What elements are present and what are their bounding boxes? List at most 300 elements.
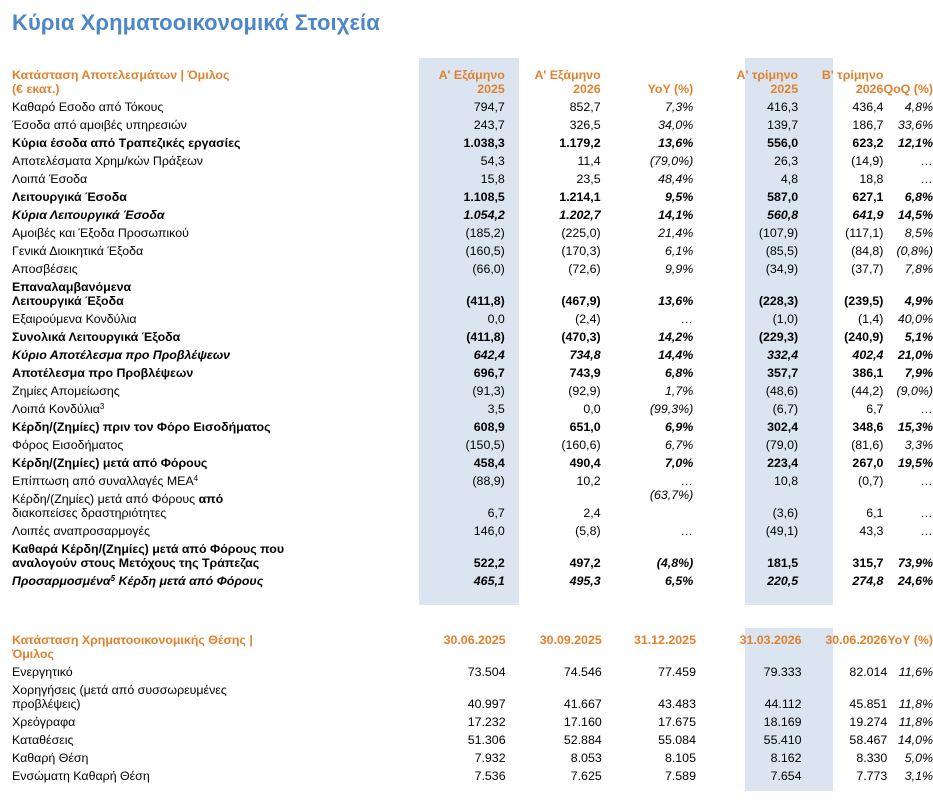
table-cell: 12,1% <box>897 136 933 150</box>
table-cell: 4,9% <box>904 294 933 308</box>
row-label <box>12 520 310 538</box>
table-cell: 9,5% <box>664 190 694 204</box>
row-label-text: Κύρια έσοδα από Τραπεζικές εργασίες <box>12 136 241 150</box>
table-cell: 34,0% <box>658 118 694 132</box>
table-row <box>12 276 933 308</box>
income-header-col <box>601 68 694 96</box>
table-cell: (160,5) <box>465 244 505 258</box>
table-cell: 146,0 <box>473 524 505 538</box>
row-label-line <box>12 402 310 416</box>
table-cell: 6,7 <box>487 506 505 520</box>
table-cell: 181,5 <box>767 556 799 570</box>
table-cell: (37,7) <box>851 262 884 276</box>
table-cell: 8.053 <box>570 751 602 765</box>
table-cell: 1,7% <box>664 384 694 398</box>
balance-header-col: YoY (%) <box>887 633 933 647</box>
table-cell: 139,7 <box>767 118 799 132</box>
table-cell: 79.333 <box>763 665 802 679</box>
table-row <box>12 679 933 711</box>
income-header-col-line2: YoY (%) <box>647 82 694 96</box>
income-header-col-line1: Α' τρίμηνο <box>736 68 799 82</box>
table-cell: (72,6) <box>568 262 601 276</box>
table-cell: (63,7%) <box>649 488 694 502</box>
table-cell: 21,4% <box>658 226 694 240</box>
table-cell: 1.054,2 <box>463 208 505 222</box>
table-cell: 5,1% <box>904 330 933 344</box>
table-cell: (49,1) <box>765 524 799 538</box>
row-label-text: Αποσβέσεις <box>12 262 78 276</box>
table-cell: 11,8% <box>898 697 933 711</box>
row-label-text: Καταθέσεις <box>12 733 74 747</box>
table-cell: 332,4 <box>767 348 799 362</box>
table-cell: 641,9 <box>852 208 884 222</box>
table-cell: 40.997 <box>467 697 506 711</box>
table-cell: 18,8 <box>859 172 884 186</box>
table-cell: 45.851 <box>849 697 888 711</box>
row-label-line <box>12 574 310 588</box>
table-cell: 77.459 <box>658 665 696 679</box>
table-cell: 436,4 <box>852 100 884 114</box>
row-label-bold: από <box>198 492 224 506</box>
row-label-text: Λοιπές αναπροσαρμογές <box>12 524 150 538</box>
table-cell: 44.112 <box>764 697 802 711</box>
table-cell: 14,4% <box>658 348 694 362</box>
table-cell: (81,6) <box>851 438 884 452</box>
table-cell: (240,9) <box>844 330 884 344</box>
table-cell: (85,5) <box>765 244 799 258</box>
row-label-text: Λοιπά Έσοδα <box>12 172 88 186</box>
row-label-line <box>12 118 310 132</box>
row-label-line2: προβλέψεις) <box>12 697 81 711</box>
income-header-col-line2: 2025 <box>770 82 799 96</box>
table-cell: 17.160 <box>563 715 602 729</box>
row-label-text: Καθαρά Κέρδη/(Ζημίες) μετά από Φόρους που <box>12 542 285 556</box>
table-cell: 73.504 <box>467 665 506 679</box>
row-label-text: Χρεόγραφα <box>12 715 76 729</box>
row-label <box>12 434 310 452</box>
table-cell: … <box>680 474 694 488</box>
row-label-text: Εξαιρούμενα Κονδύλια <box>12 312 137 326</box>
footnote-marker: 5 <box>110 574 116 583</box>
table-cell: 4,8% <box>904 100 933 114</box>
table-cell: (467,9) <box>561 294 601 308</box>
balance-header-row <box>12 633 933 661</box>
row-label <box>12 150 310 168</box>
table-cell: … <box>920 154 933 168</box>
row-label-text: Φόρος Εισοδήματος <box>12 438 124 452</box>
row-label-text: Λειτουργικά Έσοδα <box>12 190 127 204</box>
row-label-text: Επαναλαμβανόμενα <box>12 280 132 294</box>
row-label-line <box>12 280 310 294</box>
table-cell: 15,3% <box>897 420 933 434</box>
table-cell: 1.179,2 <box>559 136 601 150</box>
table-cell: (91,3) <box>472 384 505 398</box>
row-label-text: Αποτέλεσμα προ Προβλέψεων <box>12 366 194 380</box>
row-label <box>12 132 310 150</box>
table-cell: … <box>920 402 933 416</box>
table-row <box>12 538 933 570</box>
table-cell: 465,1 <box>473 574 505 588</box>
table-row <box>12 416 933 434</box>
row-label <box>12 186 310 204</box>
table-cell: 17.232 <box>467 715 506 729</box>
table-cell: 8.105 <box>664 751 696 765</box>
table-row <box>12 488 933 520</box>
balance-header-col: 30.06.2026 <box>825 633 888 647</box>
table-cell: 267,0 <box>852 456 884 470</box>
row-label-text: Κέρδη μετά από Φόρους <box>115 574 264 588</box>
table-cell: 11,6% <box>898 665 933 679</box>
table-cell: … <box>920 172 933 186</box>
table-cell: 490,4 <box>569 456 601 470</box>
table-cell: 23,5 <box>576 172 601 186</box>
table-cell: 52.884 <box>563 733 602 747</box>
table-cell: (9,0%) <box>896 384 933 398</box>
table-cell: (0,7) <box>857 474 884 488</box>
table-cell: 26,3 <box>773 154 799 168</box>
table-cell: (88,9) <box>472 474 505 488</box>
table-cell: 6,7 <box>866 402 884 416</box>
row-label <box>12 416 310 434</box>
table-row <box>12 150 933 168</box>
table-cell: 8.162 <box>770 751 802 765</box>
table-row <box>12 258 933 276</box>
table-cell: (99,3%) <box>649 402 694 416</box>
row-label <box>12 570 310 588</box>
table-row <box>12 96 933 114</box>
row-label-line <box>12 542 310 556</box>
table-cell: 497,2 <box>569 556 601 570</box>
row-label <box>12 222 310 240</box>
row-label-text: Κέρδη/(Ζημίες) πριν τον Φόρο Εισοδήματος <box>12 420 271 434</box>
table-cell: 7.625 <box>570 769 602 783</box>
table-cell: 19.274 <box>849 715 888 729</box>
table-cell: 6,1% <box>664 244 694 258</box>
table-cell: 19,5% <box>897 456 933 470</box>
balance-header-col: 31.03.2026 <box>739 633 802 647</box>
row-label-text: Κύριο Αποτέλεσμα προ Προβλέψεων <box>12 348 231 362</box>
row-label <box>12 204 310 222</box>
table-cell: (239,5) <box>844 294 884 308</box>
income-header-col-line2: 2025 <box>477 82 505 96</box>
table-cell: … <box>680 312 694 326</box>
row-label-text: Προσαρμοσμένα <box>12 574 111 588</box>
table-cell: 55.084 <box>658 733 696 747</box>
table-cell: (44,2) <box>851 384 884 398</box>
income-header-col <box>505 68 601 96</box>
table-cell: 223,4 <box>767 456 799 470</box>
table-cell: (411,8) <box>466 330 505 344</box>
table-cell: 315,7 <box>852 556 884 570</box>
table-cell: 6,9% <box>664 420 694 434</box>
income-header-col-line1: Β' τρίμηνο <box>821 68 884 82</box>
row-label <box>12 679 309 711</box>
table-cell: 14,5% <box>897 208 933 222</box>
table-cell: 6,8% <box>664 366 694 380</box>
financial-position-table <box>12 633 933 783</box>
table-cell: (1,0) <box>772 312 799 326</box>
table-cell: (470,3) <box>561 330 601 344</box>
table-cell: 386,1 <box>852 366 884 380</box>
table-cell: 302,4 <box>767 420 799 434</box>
table-cell: (185,2) <box>465 226 505 240</box>
table-cell: 51.306 <box>467 733 506 747</box>
income-header-col <box>883 68 933 96</box>
table-cell: 743,9 <box>569 366 601 380</box>
table-cell: (0,8%) <box>896 244 933 258</box>
table-cell: (34,9) <box>765 262 799 276</box>
table-row <box>12 326 933 344</box>
table-cell: 41.667 <box>563 697 602 711</box>
table-row <box>12 729 933 747</box>
table-cell: 326,5 <box>569 118 601 132</box>
table-row <box>12 308 933 326</box>
table-cell: (117,1) <box>845 226 884 240</box>
row-label <box>12 729 309 747</box>
table-row <box>12 398 933 416</box>
table-cell: 4,8 <box>780 172 799 186</box>
table-cell: 43,3 <box>859 524 884 538</box>
income-header-col-line2: 2026 <box>573 82 601 96</box>
row-label <box>12 362 310 380</box>
row-label-line <box>12 262 310 276</box>
table-cell: 55.410 <box>763 733 802 747</box>
table-cell: 560,8 <box>767 208 799 222</box>
row-label-line <box>12 366 310 380</box>
table-cell: 7.773 <box>856 769 888 783</box>
row-label <box>12 168 310 186</box>
income-statement-table <box>12 68 933 588</box>
table-cell: 14,0% <box>897 733 933 747</box>
table-row <box>12 520 933 538</box>
row-label-line <box>12 456 310 470</box>
balance-header-col: 30.09.2025 <box>539 633 602 647</box>
row-label <box>12 470 310 488</box>
balance-header-col: 31.12.2025 <box>633 633 696 647</box>
table-cell: 642,4 <box>473 348 505 362</box>
table-cell: (84,8) <box>851 244 884 258</box>
table-cell: (66,0) <box>472 262 505 276</box>
row-label <box>12 398 310 416</box>
income-header-col <box>403 68 504 96</box>
income-header-col-line2: QoQ (%) <box>883 82 933 96</box>
table-cell: (228,3) <box>758 294 799 308</box>
table-row <box>12 434 933 452</box>
table-cell: (1,4) <box>857 312 884 326</box>
table-row <box>12 570 933 588</box>
row-label-line <box>12 438 310 452</box>
table-cell: 556,0 <box>767 136 799 150</box>
table-row <box>12 132 933 150</box>
table-row <box>12 380 933 398</box>
row-label <box>12 452 310 470</box>
table-cell: 14,2% <box>658 330 694 344</box>
table-cell: 522,2 <box>473 556 505 570</box>
table-cell: 11,8% <box>898 715 933 729</box>
row-label-text: Κύρια Λειτουργικά Έσοδα <box>12 208 165 222</box>
row-label <box>12 765 309 783</box>
table-cell: 11,4 <box>577 154 601 168</box>
row-label <box>12 344 310 362</box>
table-cell: 608,9 <box>473 420 505 434</box>
table-row <box>12 168 933 186</box>
table-cell: 416,3 <box>767 100 799 114</box>
table-cell: 274,8 <box>852 574 884 588</box>
table-cell: 10,8 <box>773 474 799 488</box>
table-cell: 7,0% <box>664 456 694 470</box>
table-row <box>12 661 933 679</box>
row-label-text: Καθαρό Εσοδο από Τόκους <box>12 100 164 114</box>
table-cell: (4,8%) <box>656 556 694 570</box>
table-cell: 402,4 <box>852 348 884 362</box>
table-row <box>12 747 933 765</box>
income-header-row <box>12 68 933 96</box>
table-cell: 348,6 <box>852 420 884 434</box>
row-label-line <box>12 420 310 434</box>
table-cell: 2,4 <box>583 506 601 520</box>
table-cell: (5,8) <box>575 524 601 538</box>
table-cell: 3,5 <box>487 402 505 416</box>
table-cell: 5,0% <box>904 751 933 765</box>
table-cell: 852,7 <box>569 100 601 114</box>
table-cell: … <box>920 474 933 488</box>
row-label <box>12 240 310 258</box>
row-label <box>12 747 309 765</box>
table-cell: 243,7 <box>473 118 505 132</box>
table-cell: 58.467 <box>849 733 888 747</box>
row-label <box>12 308 310 326</box>
table-cell: 82.014 <box>849 665 888 679</box>
row-label-line2: διακοπείσες δραστηριότητες <box>12 506 167 520</box>
income-header-col-line1 <box>883 68 933 82</box>
table-cell: 651,0 <box>569 420 601 434</box>
table-cell: 74.546 <box>563 665 602 679</box>
income-header-col-line1 <box>601 68 694 82</box>
footnote-marker: 4 <box>193 474 199 483</box>
table-cell: 24,6% <box>897 574 933 588</box>
table-cell: (3,6) <box>772 506 799 520</box>
income-header-col-line1: Α' Εξάμηνο <box>534 68 601 82</box>
income-header-col-line1: Α' Εξάμηνο <box>438 68 505 82</box>
row-label-line <box>12 154 310 168</box>
income-header-col <box>798 68 883 96</box>
row-label-line <box>12 190 310 204</box>
table-cell: 7.654 <box>770 769 802 783</box>
row-label-text: Ζημίες Απομείωσης <box>12 384 120 398</box>
row-label-text: Έσοδα από αμοιβές υπηρεσιών <box>12 118 187 132</box>
table-cell: 734,8 <box>569 348 601 362</box>
table-cell: … <box>680 524 694 538</box>
table-cell: (92,9) <box>568 384 601 398</box>
table-cell: 186,7 <box>852 118 884 132</box>
table-cell: 1.108,5 <box>463 190 505 204</box>
table-row <box>12 204 933 222</box>
table-cell: 10,2 <box>576 474 601 488</box>
table-cell: 7,3% <box>664 100 694 114</box>
table-cell: (150,5) <box>465 438 505 452</box>
table-cell: 43.483 <box>658 697 696 711</box>
table-cell: 623,2 <box>852 136 884 150</box>
page-title: Κύρια Χρηματοοικονομικά Στοιχεία <box>12 10 380 35</box>
table-row <box>12 186 933 204</box>
table-cell: 15,8 <box>480 172 505 186</box>
table-cell: (79,0) <box>765 438 799 452</box>
table-cell: 54,3 <box>480 154 505 168</box>
table-cell: 220,5 <box>767 574 799 588</box>
row-label <box>12 114 310 132</box>
table-cell: 696,7 <box>473 366 505 380</box>
table-row <box>12 222 933 240</box>
table-cell: 7,8% <box>904 262 933 276</box>
table-cell: 794,7 <box>473 100 505 114</box>
table-cell: 9,9% <box>664 262 694 276</box>
row-label-line <box>12 208 310 222</box>
table-cell: 18.169 <box>763 715 802 729</box>
table-row <box>12 240 933 258</box>
table-cell: 21,0% <box>897 348 933 362</box>
table-cell: 7,9% <box>904 366 933 380</box>
row-label <box>12 380 310 398</box>
row-label-text: Ενεργητικό <box>12 665 73 679</box>
row-label-line <box>12 226 310 240</box>
table-cell: (160,6) <box>561 438 601 452</box>
row-label-line2: Λειτουργικά Έξοδα <box>12 294 124 308</box>
table-cell: 458,4 <box>473 456 505 470</box>
balance-header-title: Κατάσταση Χρηματοοικονομικής Θέσης | <box>12 633 253 647</box>
table-row <box>12 470 933 488</box>
row-label <box>12 276 310 308</box>
table-cell: (411,8) <box>466 294 505 308</box>
table-cell: 627,1 <box>852 190 884 204</box>
table-cell: 6,8% <box>904 190 933 204</box>
row-label-line <box>12 172 310 186</box>
row-label <box>12 488 310 520</box>
row-label-line <box>12 492 310 506</box>
balance-header-col: 30.06.2025 <box>443 633 506 647</box>
row-label <box>12 96 310 114</box>
income-header-label <box>12 68 310 96</box>
row-label-text: Συνολικά Λειτουργικά Έξοδα <box>12 330 181 344</box>
row-label <box>12 711 309 729</box>
table-cell: (14,9) <box>851 154 884 168</box>
table-cell: 17.675 <box>658 715 696 729</box>
table-cell: (225,0) <box>561 226 601 240</box>
row-label <box>12 326 310 344</box>
table-cell: 1.038,3 <box>463 136 505 150</box>
table-cell: 6,1 <box>866 506 884 520</box>
row-label-text: Χορηγήσεις (μετά από συσσωρευμένες <box>12 683 227 697</box>
row-label-text: Κέρδη/(Ζημίες) μετά από Φόρους <box>12 456 208 470</box>
income-header-col-line2: 2026 <box>855 82 884 96</box>
table-cell: (170,3) <box>561 244 601 258</box>
table-cell: (79,0%) <box>649 154 694 168</box>
table-cell: (2,4) <box>575 312 601 326</box>
table-row <box>12 765 933 783</box>
row-label-line <box>12 244 310 258</box>
table-cell: 8.330 <box>856 751 888 765</box>
table-cell: 1.202,7 <box>559 208 601 222</box>
table-cell: 0,0 <box>487 312 505 326</box>
table-cell: (6,7) <box>772 402 799 416</box>
income-header-title: Κατάσταση Αποτελεσμάτων | Όμιλος <box>12 68 230 82</box>
table-cell: 3,3% <box>904 438 933 452</box>
table-row <box>12 114 933 132</box>
row-label-line <box>12 312 310 326</box>
table-row <box>12 344 933 362</box>
balance-header-label <box>12 633 309 661</box>
table-cell: 8,5% <box>904 226 933 240</box>
table-cell: (48,6) <box>765 384 799 398</box>
